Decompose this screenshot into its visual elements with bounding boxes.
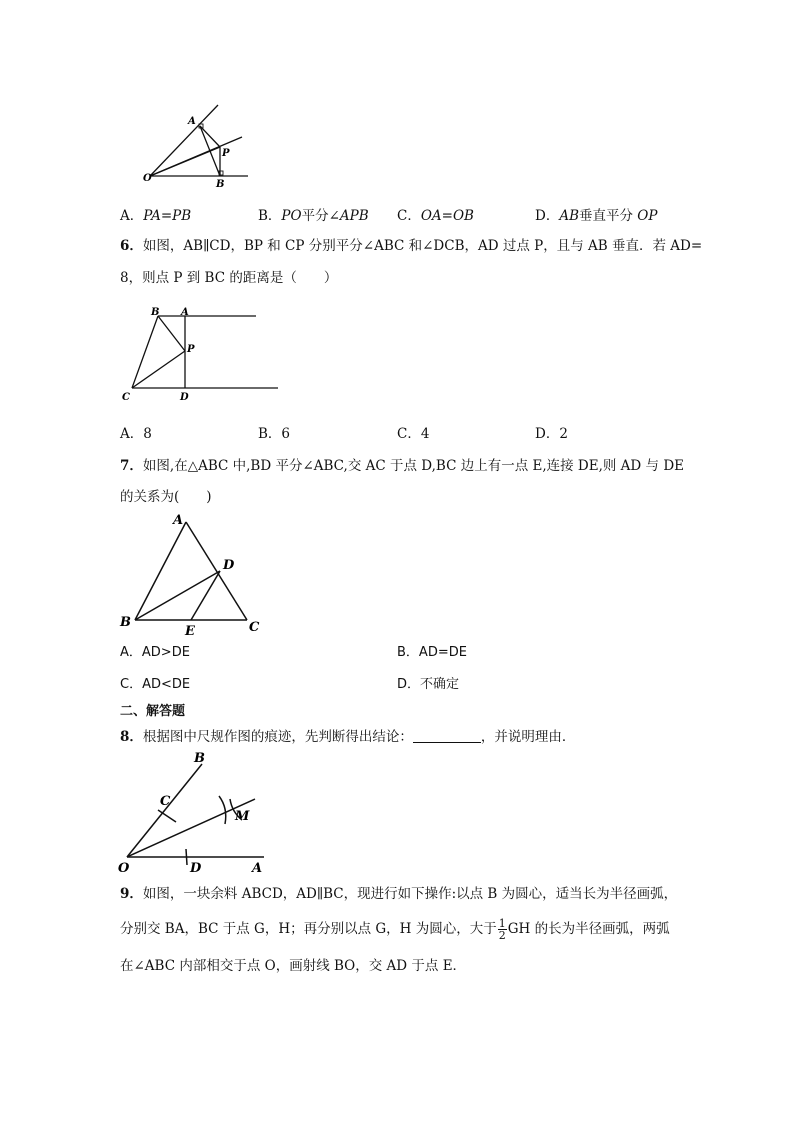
q8-label-a: A — [252, 861, 263, 876]
q6-label-c: C — [122, 392, 130, 403]
option-part: PA — [143, 208, 161, 224]
option-key: A． — [120, 208, 144, 224]
q6-option-d[interactable] — [535, 424, 568, 444]
option-value: 4 — [420, 426, 430, 442]
q7-label-d: D — [223, 558, 235, 573]
q7-figure — [116, 508, 268, 640]
option-value: AD<DE — [142, 677, 191, 692]
question-text: GH 的长为半径画弧，两弧 — [507, 921, 670, 937]
option-value: AD>DE — [141, 645, 190, 660]
q8-label-m: M — [235, 809, 250, 824]
q9-stem-line2 — [120, 918, 670, 941]
q5-label-a: A — [188, 116, 196, 127]
q5-option-c[interactable] — [397, 206, 474, 226]
q5-label-p: P — [222, 148, 230, 159]
question-text: 分别交 BA，BC 于点 G，H；再分别以点 G，H 为圆心，大于 — [120, 921, 497, 937]
q6-figure — [118, 302, 282, 404]
option-key: D． — [535, 426, 560, 442]
q7-option-d[interactable] — [397, 675, 459, 695]
q6-option-a[interactable] — [120, 424, 152, 444]
question-text: 如图，一块余料 ABCD，AD∥BC，现进行如下操作:以点 B 为圆心，适当长为半径画弧， — [142, 886, 678, 902]
q7-label-a: A — [173, 513, 184, 528]
q8-label-b: B — [194, 751, 205, 766]
question-number: 9． — [120, 886, 143, 902]
option-value: 6 — [281, 426, 291, 442]
question-number: 6． — [120, 238, 143, 254]
q7-label-c: C — [249, 620, 260, 635]
option-key: B． — [397, 645, 419, 660]
q7-stem-line2: 的关系为( ) — [120, 489, 212, 505]
q6-option-c[interactable] — [397, 424, 429, 444]
q7-option-c[interactable] — [120, 675, 190, 695]
q8-label-o: O — [118, 861, 130, 876]
option-key: D． — [397, 677, 421, 692]
q5-option-a[interactable] — [120, 206, 191, 226]
q7-label-b: B — [120, 615, 131, 630]
option-value: AD=DE — [418, 645, 467, 660]
q8-stem — [120, 727, 575, 747]
option-key: B． — [258, 208, 282, 224]
fraction-one-half — [498, 918, 507, 941]
option-key: A． — [120, 426, 144, 442]
q7-option-b[interactable] — [397, 643, 467, 663]
q8-label-d: D — [190, 861, 202, 876]
option-part: OB — [452, 208, 474, 224]
option-part: 平分∠ — [301, 208, 340, 224]
option-part: 垂直平分 — [579, 208, 638, 224]
question-number: 7． — [120, 458, 143, 474]
q6-label-b: B — [151, 307, 160, 318]
section-heading: 二、解答题 — [120, 704, 186, 719]
option-key: C． — [397, 208, 421, 224]
option-key: D． — [535, 208, 560, 224]
option-part: OP — [637, 208, 658, 224]
q7-stem-line1 — [120, 456, 684, 476]
option-value: 8 — [143, 426, 152, 442]
question-number: 8． — [120, 729, 143, 745]
q7-label-e: E — [185, 624, 195, 639]
q6-option-b[interactable] — [258, 424, 290, 444]
fraction-numerator: 1 — [498, 917, 506, 930]
option-value: 2 — [559, 426, 568, 442]
option-key: A． — [120, 645, 142, 660]
option-part: AB — [559, 208, 579, 224]
q8-figure — [116, 748, 276, 876]
answer-blank[interactable] — [413, 728, 481, 743]
q6-stem-line2: 8，则点 P 到 BC 的距离是（ ） — [120, 270, 338, 286]
option-part: PO — [281, 208, 302, 224]
q6-label-p: P — [187, 344, 195, 355]
option-value: 不确定 — [420, 677, 460, 692]
q5-option-b[interactable] — [258, 206, 369, 226]
option-part: = — [441, 208, 453, 224]
q5-label-o: O — [143, 173, 152, 184]
q9-stem-line3: 在∠ABC 内部相交于点 O，画射线 BO，交 AD 于点 E． — [120, 958, 467, 974]
option-key: C． — [397, 426, 421, 442]
option-key: B． — [258, 426, 282, 442]
question-text: 根据图中尺规作图的痕迹，先判断得出结论： — [142, 729, 413, 745]
fraction-denominator: 2 — [498, 929, 506, 942]
question-text: ，并说明理由． — [480, 729, 576, 745]
q5-figure — [140, 98, 260, 194]
option-part: APB — [339, 208, 369, 224]
q5-label-b: B — [216, 179, 225, 190]
q5-option-d[interactable] — [535, 206, 657, 226]
q7-option-a[interactable] — [120, 643, 190, 663]
option-part: = — [160, 208, 173, 224]
q6-stem-line1 — [120, 236, 702, 256]
question-text: 如图，AB∥CD，BP 和 CP 分别平分∠ABC 和∠DCB，AD 过点 P，且与 AB 垂直．若 AD= — [142, 238, 703, 254]
q6-label-d: D — [180, 392, 189, 403]
q6-label-a: A — [181, 307, 189, 318]
q8-label-c: C — [160, 794, 171, 809]
question-text: 如图,在△ABC 中,BD 平分∠ABC,交 AC 于点 D,BC 边上有一点 E,连接 DE,则 AD 与 DE — [142, 458, 685, 474]
option-part: PB — [172, 208, 192, 224]
q9-stem-line1 — [120, 884, 677, 904]
option-part: OA — [420, 208, 442, 224]
option-key: C． — [120, 677, 143, 692]
